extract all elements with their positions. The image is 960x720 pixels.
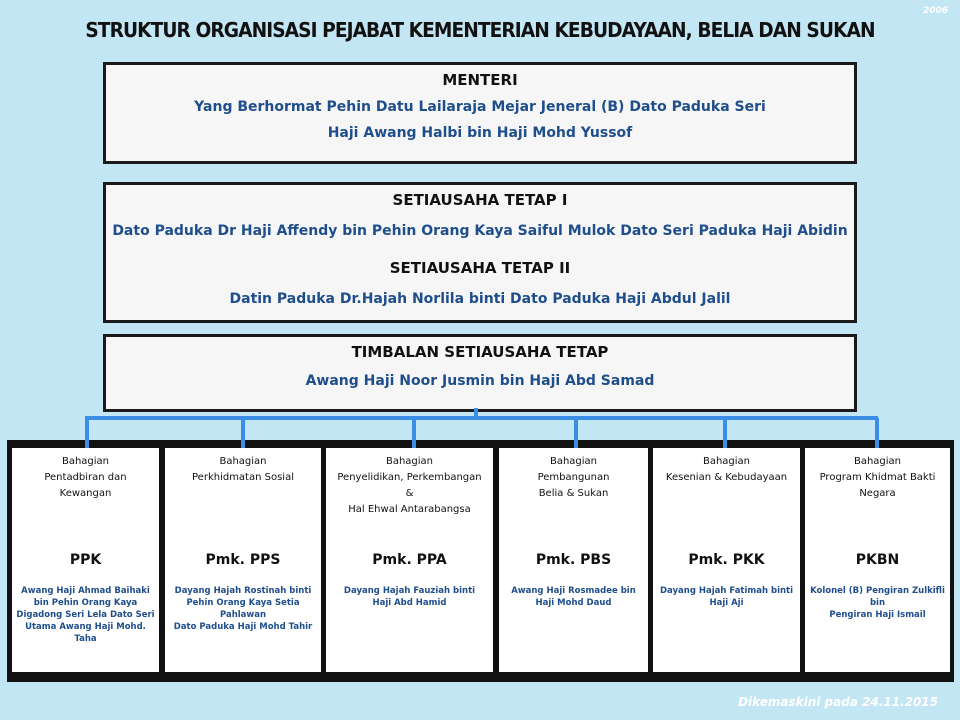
dept-box-pbs <box>499 448 648 672</box>
page-title: STRUKTUR ORGANISASI PEJABAT KEMENTERIAN KEBUDAYAAN, BELIA DAN SUKAN <box>85 18 875 42</box>
setiausaha1-heading: SETIAUSAHA TETAP I <box>392 191 568 209</box>
setiausaha1-name: Dato Paduka Dr Haji Affendy bin Pehin Orang Kaya Saiful Mulok Dato Seri Paduka Haji Abidin <box>112 223 848 239</box>
setiausaha2-name: Datin Paduka Dr.Hajah Norlila binti Dato Paduka Haji Abdul Jalil <box>229 291 731 307</box>
dept-code: Pmk. PBS <box>535 552 612 568</box>
dept-person: Awang Haji Rosmadee bin Haji Mohd Daud <box>511 586 636 608</box>
dept-label: Bahagian Penyelidikan, Perkembangan & Hal Ehwal Antarabangsa <box>337 456 482 515</box>
setiausaha2-heading: SETIAUSAHA TETAP II <box>389 259 571 277</box>
year-label: 2006 <box>922 6 948 16</box>
connector-dept-4 <box>574 418 578 448</box>
updated-date: Dikemaskini pada 24.11.2015 <box>738 695 938 709</box>
menteri-box <box>103 62 857 164</box>
dept-box-pkk <box>653 448 800 672</box>
dept-code: Pmk. PKK <box>688 552 765 568</box>
dept-label: Bahagian Pentadbiran dan Kewangan <box>44 456 127 499</box>
dept-person: Awang Haji Ahmad Baihaki bin Pehin Orang Kaya Digadong Seri Lela Dato Seri Utama Awang Haji Mohd. Taha <box>16 586 155 644</box>
connector-dept-6 <box>875 418 879 448</box>
dept-code: PPK <box>69 552 102 568</box>
menteri-heading: MENTERI <box>442 71 518 89</box>
menteri-name-line1: Yang Berhormat Pehin Datu Lailaraja Mejar Jeneral (B) Dato Paduka Seri <box>194 99 766 115</box>
dept-code: Pmk. PPA <box>372 552 447 568</box>
menteri-name-line2: Haji Awang Halbi bin Haji Mohd Yussof <box>327 125 633 141</box>
dept-box-ppa <box>326 448 493 672</box>
dept-box-pkbn <box>805 448 950 672</box>
setiausaha-box <box>103 182 857 323</box>
dept-person: Kolonel (B) Pengiran Zulkifli bin Pengiran Haji Ismail <box>810 586 945 620</box>
dept-person: Dayang Hajah Fatimah binti Haji Aji <box>659 586 794 608</box>
timbalan-box <box>103 334 857 412</box>
connector-dept-2 <box>241 418 245 448</box>
connector-dept-5 <box>723 418 727 448</box>
dept-label: Bahagian Pembangunan Belia & Sukan <box>537 456 610 499</box>
connector-dept-1 <box>85 418 89 448</box>
dept-person: Dayang Hajah Fauziah binti Haji Abd Hamid <box>343 586 476 608</box>
dept-code: PKBN <box>855 552 900 568</box>
dept-label: Bahagian Program Khidmat Bakti Negara <box>819 456 936 499</box>
connector-horizontal <box>85 416 878 420</box>
dept-box-pps <box>165 448 321 672</box>
connector-dept-3 <box>412 418 416 448</box>
timbalan-heading: TIMBALAN SETIAUSAHA TETAP <box>351 343 609 361</box>
connector-top <box>474 408 478 418</box>
dept-code: Pmk. PPS <box>205 552 281 568</box>
dept-person: Dayang Hajah Rostinah binti Pehin Orang Kaya Setia Pahlawan Dato Paduka Haji Mohd Tahir <box>173 586 313 632</box>
dept-label: Bahagian Kesenian & Kebudayaan <box>665 456 788 483</box>
timbalan-name: Awang Haji Noor Jusmin bin Haji Abd Samad <box>305 373 655 389</box>
dept-box-ppk <box>12 448 159 672</box>
dept-label: Bahagian Perkhidmatan Sosial <box>192 456 294 483</box>
